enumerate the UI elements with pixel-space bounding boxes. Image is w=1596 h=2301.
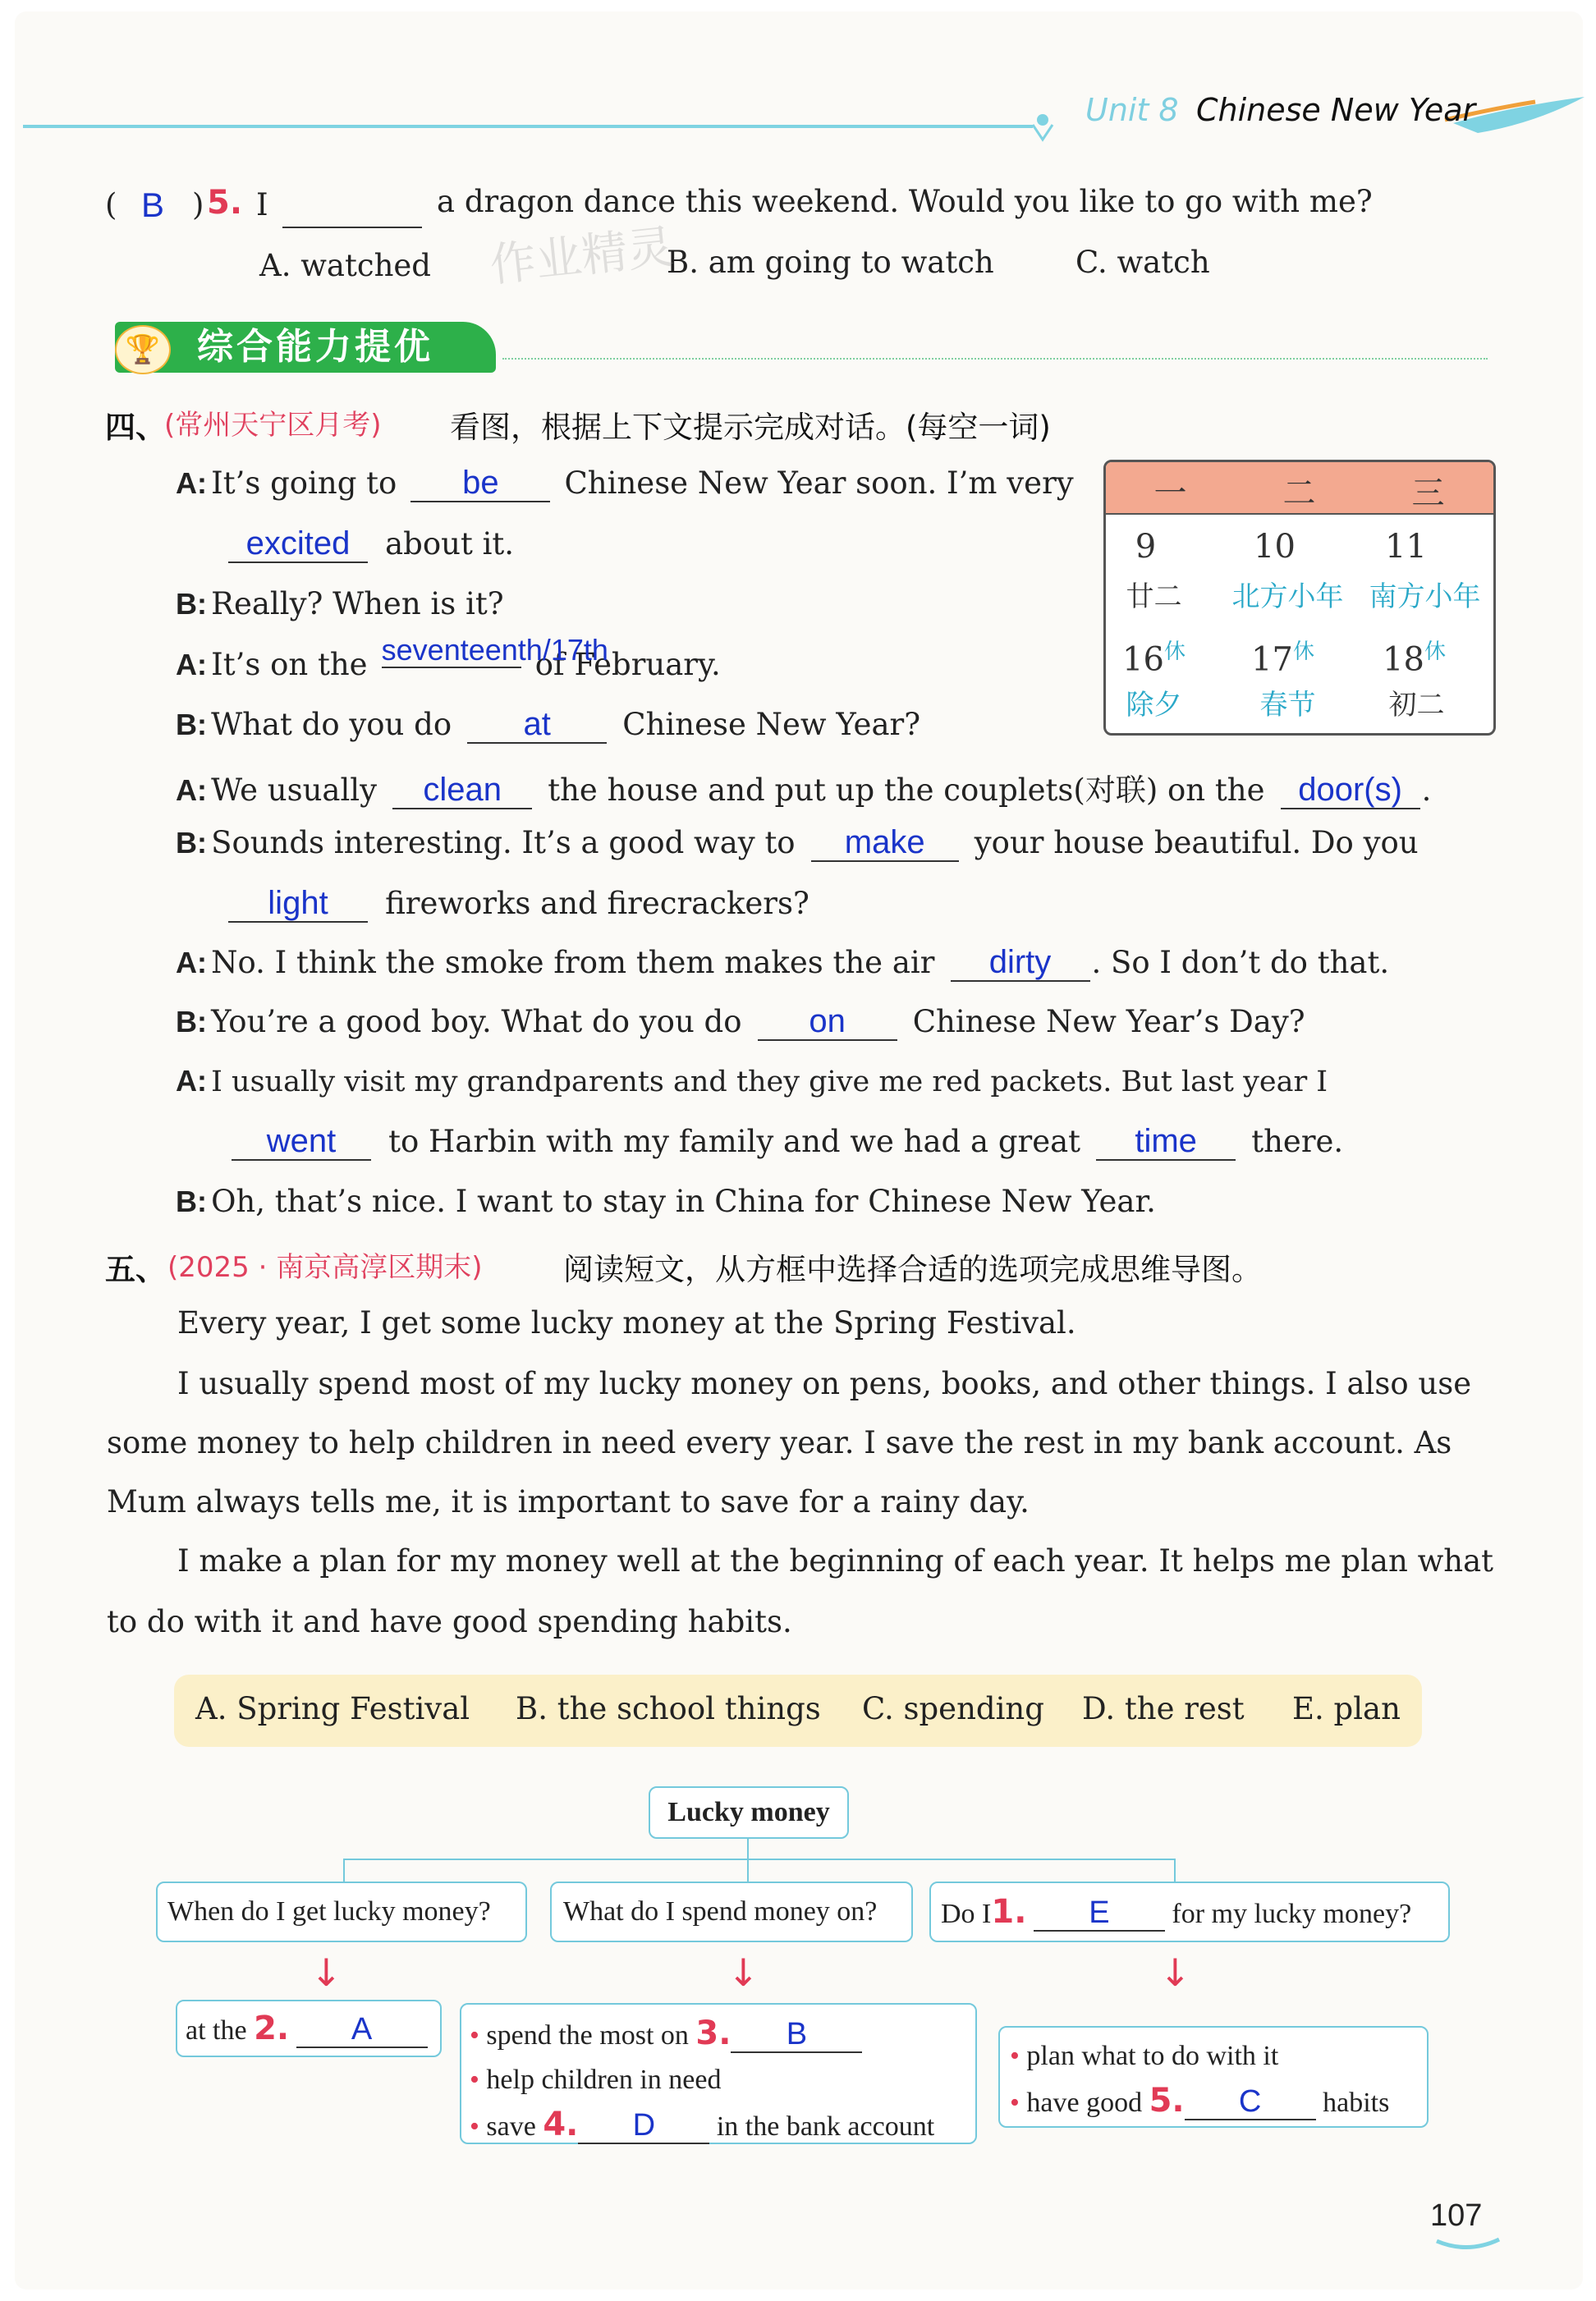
text: in the bank account — [716, 2111, 935, 2142]
bullet: • — [470, 2020, 479, 2051]
bullet: • — [470, 2111, 479, 2142]
line-text: the house and put up the couplets(对联) on the — [548, 772, 1265, 808]
passage-p2-line2: some money to help children in need every year. I save the rest in my bank account. As — [107, 1425, 1452, 1460]
text: help children in need — [486, 2065, 722, 2095]
option-c: C. spending — [862, 1691, 1044, 1726]
date-17 — [1218, 635, 1347, 678]
line-text: It’s on the — [211, 647, 368, 682]
connector — [343, 1859, 1176, 1860]
line-text: It’s going to — [211, 465, 397, 501]
option-d: D. the rest — [1082, 1691, 1245, 1726]
holiday-mark: 休 — [1163, 639, 1186, 664]
text: habits — [1323, 2088, 1390, 2118]
unit-label: Unit 8 — [1085, 92, 1179, 128]
line-text: . — [1421, 772, 1432, 808]
dialogue-line-5 — [176, 706, 920, 744]
b-item-3 — [470, 2102, 975, 2149]
dialogue-line-10 — [176, 1003, 1305, 1041]
passage-p2-line1: I usually spend most of my lucky money on pens, books, and other things. I also use — [177, 1366, 1472, 1401]
blank-answer: seventeenth/17th — [381, 633, 608, 667]
part5-instruction: 阅读短文，从方框中选择合适的选项完成思维导图。 — [563, 1252, 1262, 1287]
option-b: B. the school things — [516, 1691, 821, 1726]
c-item-2 — [1010, 2079, 1427, 2125]
option-e: E. plan — [1292, 1691, 1401, 1726]
bullet: • — [1010, 2088, 1020, 2118]
mindmap-q2: What do I spend money on? — [550, 1882, 913, 1942]
date-9: 9 — [1135, 528, 1157, 566]
date-number: 18 — [1383, 640, 1424, 679]
line-text: Sounds interesting. It’s a good way to — [211, 825, 796, 860]
holiday-mark: 休 — [1292, 639, 1314, 664]
dialogue-line-1 — [176, 465, 1074, 502]
line-text: What do you do — [211, 707, 452, 742]
mindmap-b-branch — [460, 2003, 977, 2144]
date-number: 16 — [1122, 640, 1164, 679]
speaker: B: — [176, 708, 207, 741]
b-item-2 — [470, 2058, 975, 2102]
weekday-wed: 三 — [1411, 474, 1445, 512]
question-number: 1. — [991, 1893, 1027, 1931]
question-number: 3. — [695, 2015, 732, 2052]
watermark: 作业精灵 — [487, 220, 676, 293]
q5-option-a: A. watched — [259, 248, 431, 283]
mindmap-q3 — [929, 1882, 1450, 1942]
mindmap-q1: When do I get lucky money? — [156, 1882, 527, 1942]
line-text: about it. — [385, 526, 515, 561]
dialogue-line-12 — [232, 1123, 1343, 1161]
date-10: 10 — [1254, 528, 1296, 566]
passage-p3-line2: to do with it and have good spending habits. — [107, 1604, 792, 1639]
lunar-south-xiaonian: 南方小年 — [1369, 580, 1481, 613]
page-number: 107 — [1430, 2198, 1483, 2233]
line-text: Chinese New Year? — [622, 707, 921, 742]
c-item-1 — [1010, 2034, 1427, 2079]
part5-label: 五、 — [105, 1252, 166, 1287]
speaker: B: — [176, 587, 207, 621]
q5-blank — [282, 227, 422, 228]
line-text: You’re a good boy. What do you do — [211, 1004, 742, 1039]
line-text: there. — [1251, 1124, 1344, 1159]
speaker: A: — [176, 946, 207, 979]
passage-p1: Every year, I get some lucky money at the Spring Festival. — [177, 1305, 1076, 1341]
blank-answer: B — [731, 2019, 862, 2053]
q5-stem-end: a dragon dance this weekend. Would you like to go with me? — [437, 184, 1373, 219]
dialogue-line-3 — [176, 586, 504, 621]
dialogue-line-6 — [176, 765, 1431, 809]
blank-answer: clean — [392, 772, 532, 809]
dialogue-line-13 — [176, 1184, 1156, 1219]
speaker: A: — [176, 773, 207, 807]
weekday-tue: 二 — [1282, 474, 1316, 512]
q5-option-c: C. watch — [1075, 245, 1210, 280]
line-text: No. I think the smoke from them makes the air — [211, 945, 935, 980]
blank-answer: A — [296, 2014, 428, 2048]
line-text: fireworks and firecrackers? — [385, 886, 809, 921]
line-text: I usually visit my grandparents and they give me red packets. But last year I — [211, 1066, 1328, 1098]
text: Do I — [941, 1899, 992, 1929]
blank-answer: dirty — [951, 944, 1090, 982]
date-number: 17 — [1251, 640, 1293, 679]
page-number-swoosh — [1435, 2236, 1501, 2253]
q5-number: 5. — [207, 184, 243, 222]
lunar-chunjie: 春节 — [1259, 689, 1316, 722]
arrow-down-icon: ↓ — [310, 1950, 342, 1995]
speaker: A: — [176, 648, 207, 681]
line-text: Chinese New Year’s Day? — [912, 1004, 1305, 1039]
text: at the — [186, 2015, 247, 2046]
mindmap-root: Lucky money — [649, 1786, 849, 1839]
holiday-mark: 休 — [1424, 639, 1446, 664]
passage-p3-line1: I make a plan for my money well at the beginning of each year. It helps me plan what — [177, 1543, 1493, 1579]
line-text: of February. — [534, 647, 721, 682]
lunar-chuxi: 除夕 — [1126, 689, 1182, 722]
blank-answer: E — [1034, 1897, 1165, 1932]
dialogue-line-8 — [228, 885, 809, 923]
blank-answer: on — [758, 1003, 897, 1041]
speaker: B: — [176, 826, 207, 859]
connector — [747, 1839, 749, 1859]
speaker: B: — [176, 1005, 207, 1038]
section-banner: 综合能力提优 — [115, 322, 496, 373]
mindmap-a-branch — [176, 2000, 442, 2057]
option-a: A. Spring Festival — [195, 1691, 470, 1726]
line-text: Oh, that’s nice. I want to stay in China for Chinese New Year. — [211, 1184, 1156, 1219]
date-18 — [1350, 635, 1479, 678]
weekday-mon: 一 — [1153, 474, 1187, 512]
connector — [747, 1859, 749, 1882]
header-rule — [23, 125, 1033, 128]
date-11: 11 — [1385, 528, 1427, 566]
text: spend the most on — [486, 2020, 689, 2051]
part5-source: (2025 · 南京高淳区期末) — [167, 1251, 483, 1284]
lunar-north-xiaonian: 北方小年 — [1231, 580, 1344, 613]
blank-answer: D — [578, 2110, 709, 2144]
q5-stem-start: I — [256, 187, 268, 222]
arrow-down-icon: ↓ — [727, 1950, 759, 1995]
bullet: • — [1010, 2041, 1020, 2071]
unit-title: Chinese New Year — [1196, 92, 1476, 128]
line-text: Chinese New Year soon. I’m very — [564, 465, 1074, 501]
connector — [1174, 1859, 1176, 1882]
speaker: A: — [176, 1064, 207, 1098]
text: plan what to do with it — [1026, 2041, 1279, 2071]
dialogue-line-11 — [176, 1064, 1328, 1098]
blank-answer: be — [410, 465, 550, 502]
lunar-22: 廿二 — [1126, 580, 1182, 613]
calendar-header — [1106, 462, 1493, 515]
calendar — [1103, 460, 1496, 736]
trophy-icon: 🏆 — [115, 325, 171, 374]
mindmap-c-branch — [998, 2026, 1429, 2128]
blank-answer: C — [1185, 2086, 1316, 2120]
bullet: • — [470, 2065, 479, 2095]
text: have good — [1026, 2088, 1143, 2118]
question-number: 2. — [254, 2010, 290, 2047]
speaker: B: — [176, 1185, 207, 1218]
q5-paren-open: ( — [105, 187, 117, 222]
dialogue-line-2 — [228, 525, 514, 563]
text: for my lucky money? — [1172, 1899, 1412, 1929]
question-number: 5. — [1149, 2082, 1185, 2120]
section-divider — [502, 358, 1488, 360]
dialogue-line-7 — [176, 824, 1419, 862]
q5-paren-close: ) — [192, 187, 204, 222]
blank-answer: at — [467, 706, 607, 744]
question-number: 4. — [543, 2106, 579, 2143]
dialogue-line-4 — [176, 633, 721, 683]
header-dot — [1037, 114, 1048, 126]
part4-source: (常州天宁区月考) — [164, 409, 382, 442]
b-item-1 — [470, 2011, 975, 2058]
lunar-chuer: 初二 — [1388, 689, 1445, 722]
speaker: A: — [176, 466, 207, 500]
connector — [343, 1859, 345, 1882]
blank-answer: time — [1096, 1123, 1236, 1161]
passage-p2-line3: Mum always tells me, it is important to save for a rainy day. — [107, 1484, 1030, 1519]
blank-answer: make — [811, 824, 959, 862]
line-text: Really? When is it? — [211, 586, 504, 621]
date-16 — [1103, 635, 1218, 678]
text: save — [486, 2111, 536, 2142]
line-text: We usually — [211, 772, 378, 808]
arrow-down-icon: ↓ — [1159, 1950, 1191, 1995]
line-text: to Harbin with my family and we had a great — [388, 1124, 1081, 1159]
line-text: your house beautiful. Do you — [974, 825, 1419, 860]
part4-label: 四、 — [105, 410, 166, 445]
line-text: . So I don’t do that. — [1091, 945, 1390, 980]
blank-answer: excited — [228, 525, 368, 563]
blank-answer: door(s) — [1281, 772, 1420, 809]
blank-answer: went — [232, 1123, 371, 1161]
dialogue-line-9 — [176, 944, 1389, 982]
blank-answer: light — [228, 885, 368, 923]
part4-instruction: 看图，根据上下文提示完成对话。(每空一词) — [450, 410, 1051, 445]
q5-answer: B — [141, 186, 165, 224]
q5-option-b: B. am going to watch — [667, 245, 994, 280]
